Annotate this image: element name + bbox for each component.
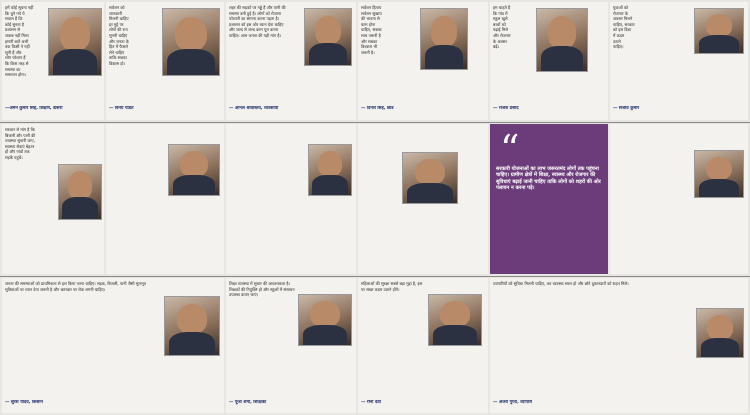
column-5 xyxy=(490,2,608,120)
column-4-text: सर्वजन हिताय सर्वजन सुखाय की भावना से काम होना चाहिए, सबका साथ जरूरी है और सबका विश्वास भी जरूरी है। xyxy=(361,5,382,55)
column-7-text: सरकार से मांग है कि बिजली और पानी की व्यवस्था सुधारी जाए, स्वास्थ्य सेवाएं बेहतर हों और गांवों तक सड़कें पहुंचें। xyxy=(5,127,36,160)
column-8 xyxy=(106,124,224,274)
portrait-photo xyxy=(536,8,588,72)
column-3-text: शहर की सड़कों पर गड्ढे हैं और पानी की समस्या बनी हुई है। लोगों को रोजाना परेशानी का सामना करना पड़ता है। प्रशासन को इस ओर ध्यान देना चाहिए और जल्द से जल्द काम पूरा करना चाहिए। आम जनता की यही मांग है। xyxy=(229,5,286,38)
column-3 xyxy=(226,2,356,120)
divider xyxy=(0,276,750,277)
column-1-text: हमें कोई सूचना नहीं कि चुने गये ये सवाल हैं कि कोई सुनता है प्रशासन से जवाब नहीं मिला हमारी बातें अभी तक किसी ने नहीं सुनी हैं और लोग परेशान हैं कि किस तरह से समस्या का समाधान होगा। xyxy=(5,5,34,78)
pull-quote-text: सरकारी योजनाओं का लाभ जरूरतमंद लोगों तक पहुंचना चाहिए। ग्रामीण क्षेत्रों में शिक्षा, स्वास्थ्य और रोजगार की सुविधाएं बढ़ाई जानी चाहिए ताकि लोगों को शहरों की ओर पलायन न करना पड़े। xyxy=(496,166,603,192)
bottom-article-3-text: महिलाओं की सुरक्षा सबसे बड़ा मुद्दा है, इस पर सख्त कदम उठाने होंगे। xyxy=(361,281,424,292)
bottom-article-3-byline: — रीना देवी xyxy=(361,400,381,405)
column-4-byline: — दिनेश सिंह, छात्र xyxy=(361,106,394,111)
portrait-photo xyxy=(402,152,458,204)
column-6 xyxy=(610,2,748,120)
portrait-photo xyxy=(48,8,102,76)
column-9 xyxy=(226,124,356,274)
column-6-byline: — संजीव कुमार xyxy=(613,106,640,111)
column-5-byline: — राजेश प्रसाद xyxy=(493,106,519,111)
portrait-photo xyxy=(308,144,352,196)
quote-mark-icon: “ xyxy=(500,127,520,171)
bottom-article-4-text: व्यापारियों को सुविधा मिलनी चाहिए, कर व्यवस्था सरल हो और छोटे दुकानदारों को राहत मिले। xyxy=(493,281,629,286)
bottom-article-2 xyxy=(226,278,356,413)
bottom-article-4 xyxy=(490,278,748,413)
portrait-photo xyxy=(694,150,744,198)
column-5-text: हम चाहते हैं कि गांव में स्कूल खुले बच्चों को पढ़ाई मिले और रोजगार के अवसर बढ़ें। xyxy=(493,5,511,50)
portrait-photo xyxy=(304,8,352,66)
column-2 xyxy=(106,2,224,120)
portrait-photo xyxy=(162,8,220,76)
column-4 xyxy=(358,2,488,120)
column-1 xyxy=(2,2,104,120)
column-11 xyxy=(610,124,748,274)
portrait-photo xyxy=(428,294,482,346)
bottom-article-1 xyxy=(2,278,224,413)
portrait-photo xyxy=(58,164,102,220)
column-1-byline: —अमन कुमार सिंह, शिक्षण, डासरी xyxy=(5,106,63,111)
column-6-text: युवाओं को रोजगार के अवसर मिलने चाहिए, सरकार को इस दिशा में कदम उठाने चाहिए। xyxy=(613,5,635,50)
column-2-text: सर्वजन को जानकारी मिलनी चाहिए हर मुद्दे पर लोगों की राय सुननी चाहिए और जनता के हित में फैसले लेने चाहिए ताकि सबका विकास हो। xyxy=(109,5,129,66)
column-3-byline: — अनिल श्रीवास्तव, व्यवसायी xyxy=(229,106,279,111)
bottom-article-2-byline: — पूजा शर्मा, शिक्षिका xyxy=(229,400,267,405)
portrait-photo xyxy=(298,294,352,346)
bottom-article-1-byline: — सुरेश यादव, किसान xyxy=(5,400,43,405)
portrait-photo xyxy=(164,296,220,356)
column-10 xyxy=(358,124,488,274)
bottom-article-2-text: शिक्षा व्यवस्था में सुधार की आवश्यकता है। शिक्षकों की नियुक्ति हो और स्कूलों में संसाधन उपलब्ध कराए जाएं। xyxy=(229,281,296,298)
bottom-article-4-byline: — अजय गुप्ता, व्यापारी xyxy=(493,400,533,405)
pull-quote xyxy=(490,124,608,274)
column-2-byline: — विनय पंडित xyxy=(109,106,134,111)
column-7 xyxy=(2,124,104,274)
portrait-photo xyxy=(420,8,468,70)
divider xyxy=(0,122,750,123)
bottom-article-3 xyxy=(358,278,488,413)
portrait-photo xyxy=(696,308,744,358)
portrait-photo xyxy=(168,144,220,196)
portrait-photo xyxy=(694,8,744,54)
bottom-article-1-text: जनता की समस्याओं को प्राथमिकता से हल किया जाना चाहिए। सड़क, बिजली, पानी जैसी मूलभूत सुविधाओं पर ध्यान देना जरूरी है और भ्रष्टाचार पर रोक लगनी चाहिए। xyxy=(5,281,148,292)
